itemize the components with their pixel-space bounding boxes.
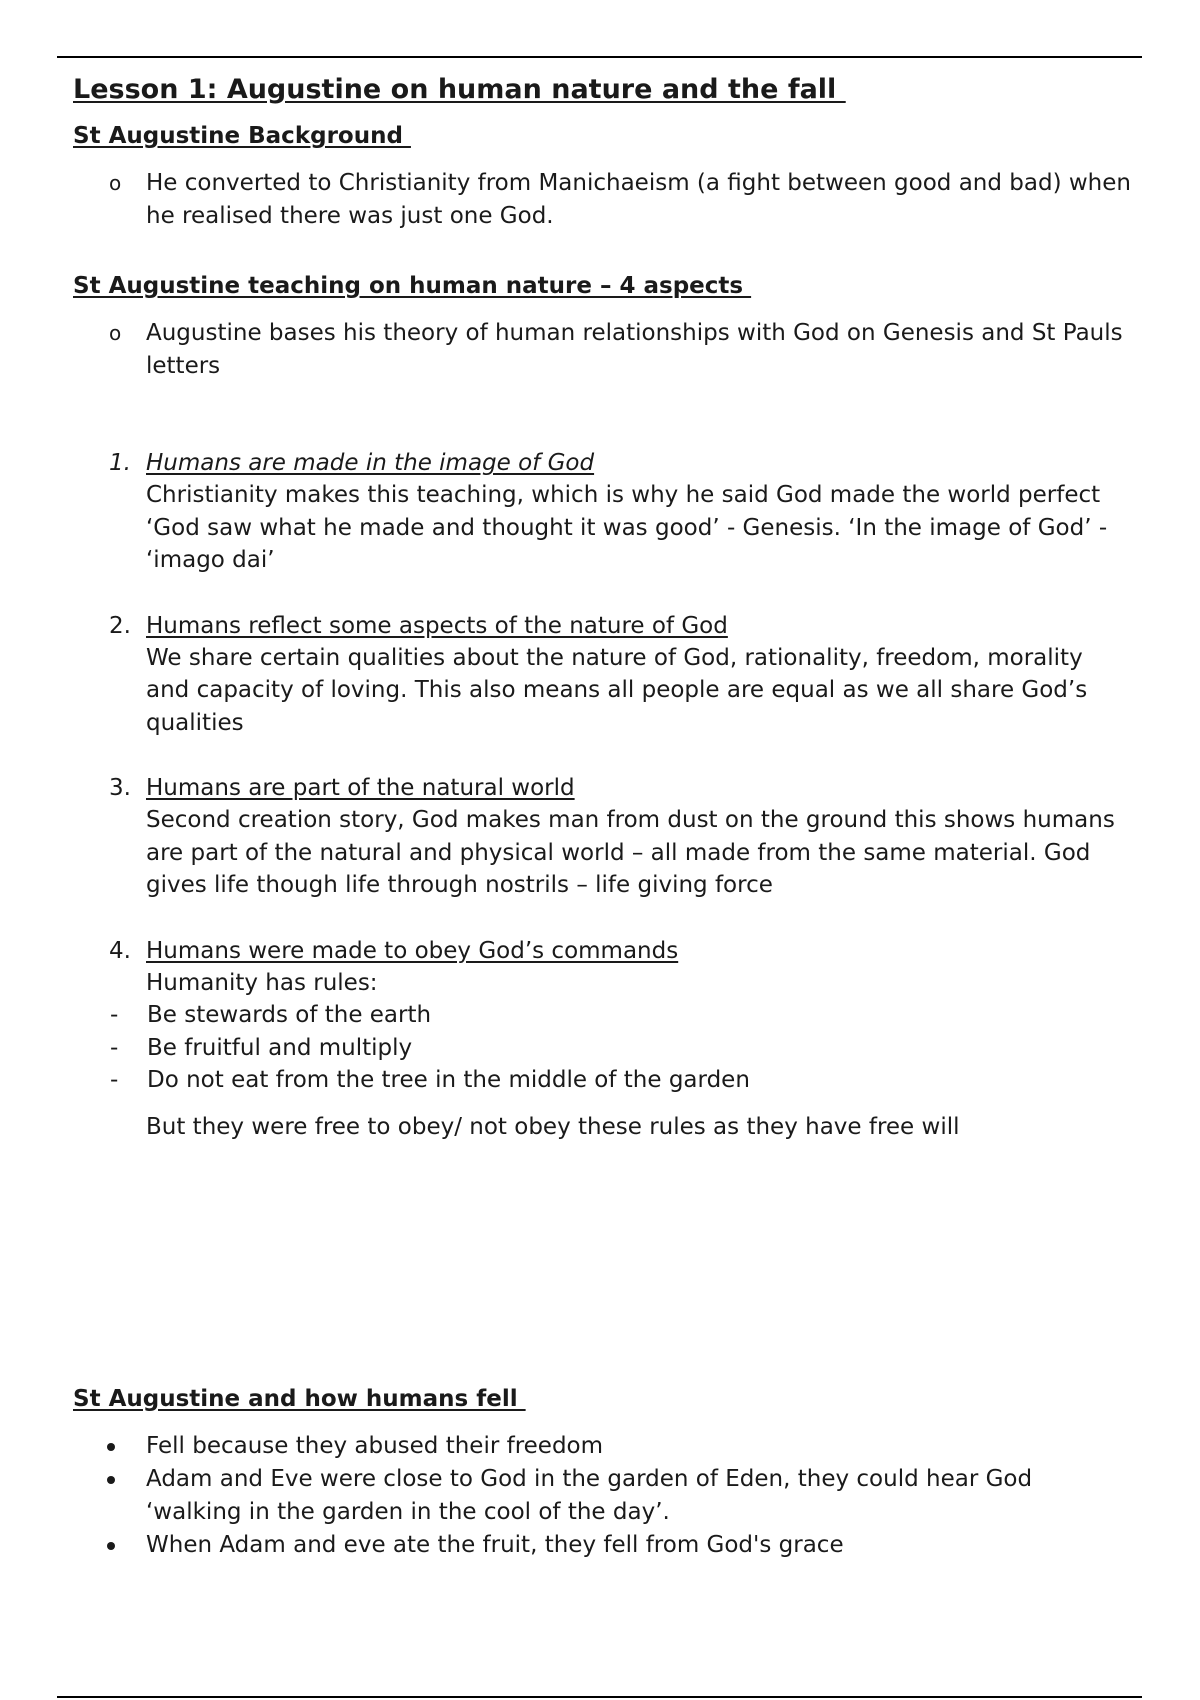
list-item xyxy=(73,167,1133,233)
list-item-text: Be stewards of the earth xyxy=(147,1002,432,1028)
aspect-body: Humanity has rules: xyxy=(146,969,378,996)
top-rule xyxy=(57,56,1142,58)
aspect-number: 1. xyxy=(109,450,131,476)
circle-bullet-icon: o xyxy=(109,171,122,195)
aspect-title: Humans were made to obey God’s commands xyxy=(146,937,679,964)
section-heading-fall: St Augustine and how humans fell xyxy=(73,1385,526,1412)
aspect-title: Humans are made in the image of God xyxy=(146,450,595,476)
background-list xyxy=(73,167,1133,233)
section-heading-background: St Augustine Background xyxy=(73,123,411,149)
aspect-body: Second creation story, God makes man from dust on the ground this shows humans are part of the natural and physical world – all made from the same material. God gives life though life through nostrils – life giving force xyxy=(146,807,1115,898)
aspect-number: 3. xyxy=(109,775,131,801)
aspect-body: Christianity makes this teaching, which is why he said God made the world perfect ‘God saw what he made and thought it was good’ - Genesis. ‘In the image of God’ - ‘imago dai’ xyxy=(146,482,1108,573)
aspect-item-2 xyxy=(73,610,1133,740)
list-item-text: He converted to Christianity from Manichaeism (a fight between good and bad) when he realised there was just one God. xyxy=(146,170,1131,229)
bullet-icon xyxy=(107,1443,115,1451)
bottom-rule xyxy=(57,1696,1142,1698)
aspect-number: 4. xyxy=(109,937,131,964)
list-item-text: Do not eat from the tree in the middle of the garden xyxy=(147,1067,750,1093)
list-item xyxy=(110,1064,1133,1097)
section-heading-teaching: St Augustine teaching on human nature – 4 aspects xyxy=(73,273,752,299)
aspects-list xyxy=(73,447,1133,1144)
list-item xyxy=(73,1430,1133,1463)
list-item xyxy=(73,1463,1133,1529)
dash-bullet-icon: - xyxy=(110,1002,119,1028)
list-item-text: Be fruitful and multiply xyxy=(147,1034,413,1061)
fall-list xyxy=(73,1430,1133,1562)
aspect-number: 2. xyxy=(109,612,131,639)
list-item-text: Adam and Eve were close to God in the garden of Eden, they could hear God ‘walking in the garden in the cool of the day’. xyxy=(146,1465,1033,1525)
teaching-list xyxy=(73,317,1133,383)
dash-bullet-icon: - xyxy=(110,1067,119,1093)
aspect-item-1 xyxy=(73,447,1133,577)
dash-bullet-icon: - xyxy=(110,1034,119,1061)
aspect-body: We share certain qualities about the nature of God, rationality, freedom, morality and capacity of loving. This also means all people are equal as we all share God’s qualities xyxy=(146,644,1088,736)
list-item xyxy=(73,1529,1133,1562)
list-item-text: Augustine bases his theory of human relationships with God on Genesis and St Pauls letters xyxy=(146,320,1123,379)
rules-list xyxy=(110,999,1133,1097)
circle-bullet-icon: o xyxy=(109,321,122,345)
list-item xyxy=(73,317,1133,383)
aspect-title: Humans are part of the natural world xyxy=(146,775,575,801)
list-item xyxy=(110,999,1133,1032)
list-item-text: Fell because they abused their freedom xyxy=(146,1432,604,1459)
page-title: Lesson 1: Augustine on human nature and the fall xyxy=(73,74,846,105)
document-page xyxy=(73,70,1133,1562)
aspect-followup-text: But they were free to obey/ not obey these rules as they have free will xyxy=(146,1113,960,1140)
aspect-item-4 xyxy=(73,935,1133,1144)
list-item-text: When Adam and eve ate the fruit, they fell from God's grace xyxy=(146,1531,844,1558)
list-item xyxy=(110,1032,1133,1065)
aspect-item-3 xyxy=(73,772,1133,902)
bullet-icon xyxy=(107,1476,115,1484)
bullet-icon xyxy=(107,1542,115,1550)
aspect-title: Humans reflect some aspects of the nature of God xyxy=(146,612,728,639)
